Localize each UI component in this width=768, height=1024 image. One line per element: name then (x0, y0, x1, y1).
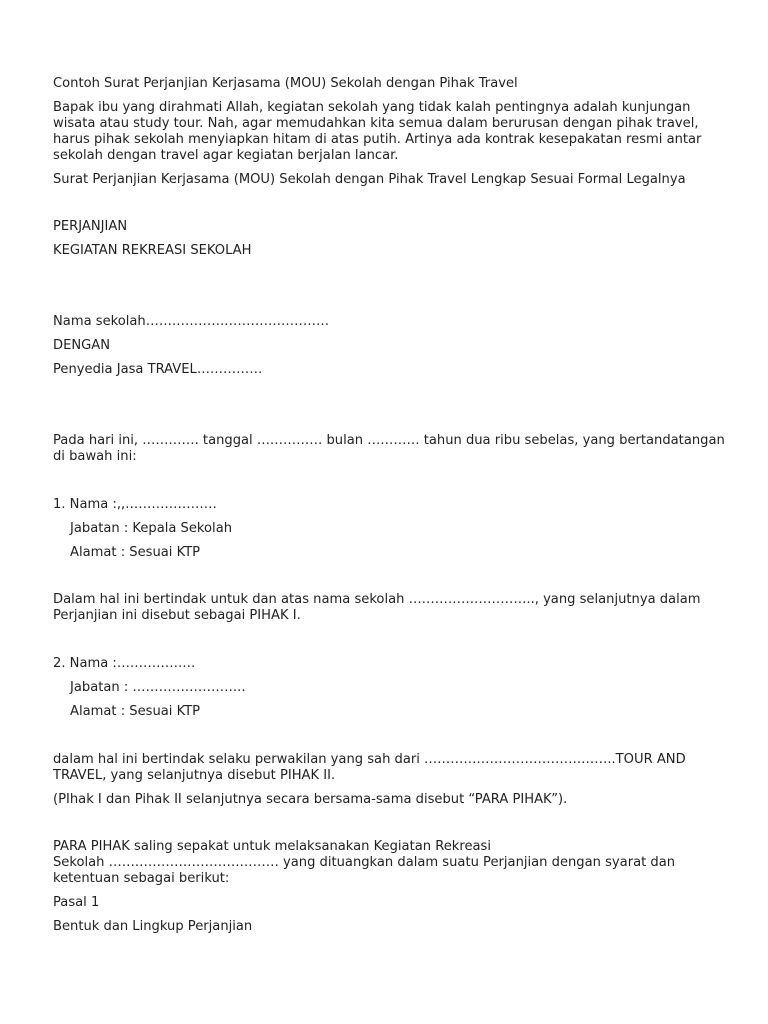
agreement-line-2: Sekolah ………………………………… yang dituangkan dalam suatu Perjanjian dengan syarat dan ketentuan sebagai berikut: (53, 855, 680, 886)
intro-paragraph: Bapak ibu yang dirahmati Allah, kegiatan sekolah yang tidak kalah pentingnya adalah kunjungan wisata atau study tour. Nah, agar memudahkan kita semua dalam berurusan dengan pihak travel, harus pihak sekolah menyiapkan hitam di atas putih. Artinya ada kontrak kesepakatan resmi antar sekolah dengan travel agar kegiatan berjalan lancar. (53, 100, 706, 163)
party-1-address: Alamat : Sesuai KTP (70, 545, 201, 560)
party-1-name: 1. Nama :,,………………… (53, 497, 217, 512)
dengan-line: DENGAN (53, 338, 111, 353)
party-2-address: Alamat : Sesuai KTP (70, 704, 201, 719)
agreement-line-1: PARA PIHAK saling sepakat untuk melaksanakan Kegiatan Rekreasi (53, 839, 491, 854)
article-title: Bentuk dan Lingkup Perjanjian (53, 919, 253, 934)
party-2-statement: dalam hal ini bertindak selaku perwakilan yang sah dari ……………………………………..TOUR AND TRAVEL, yang selanjutnya disebut PIHAK II. (53, 752, 690, 783)
parties-note: (PIhak I dan Pihak II selanjutnya secara bersama-sama disebut “PARA PIHAK”). (53, 792, 568, 807)
school-name-line: Nama sekolah…………………………………… (53, 314, 330, 329)
opening-paragraph: Pada hari ini, …………. tanggal …………… bulan ………… tahun dua ribu sebelas, yang bertandatangan di bawah ini: (53, 433, 729, 464)
heading-perjanjian: PERJANJIAN (53, 219, 128, 234)
party-1-statement: Dalam hal ini bertindak untuk dan atas nama sekolah ……………………….., yang selanjutnya dalam Perjanjian ini disebut sebagai PIHAK I. (53, 592, 705, 623)
article-number: Pasal 1 (53, 895, 100, 910)
party-1-position: Jabatan : Kepala Sekolah (70, 521, 233, 536)
party-2-position: Jabatan : …………………….. (70, 680, 246, 695)
subtitle-paragraph: Surat Perjanjian Kerjasama (MOU) Sekolah dengan Pihak Travel Lengkap Sesuai Formal Legalnya (53, 172, 686, 187)
travel-provider-line: Penyedia Jasa TRAVEL…………… (53, 362, 263, 377)
party-2-name: 2. Nama :……………… (53, 656, 196, 671)
document-page (53, 76, 729, 943)
heading-kegiatan: KEGIATAN REKREASI SEKOLAH (53, 243, 252, 258)
document-title: Contoh Surat Perjanjian Kerjasama (MOU) Sekolah dengan Pihak Travel (53, 76, 518, 91)
